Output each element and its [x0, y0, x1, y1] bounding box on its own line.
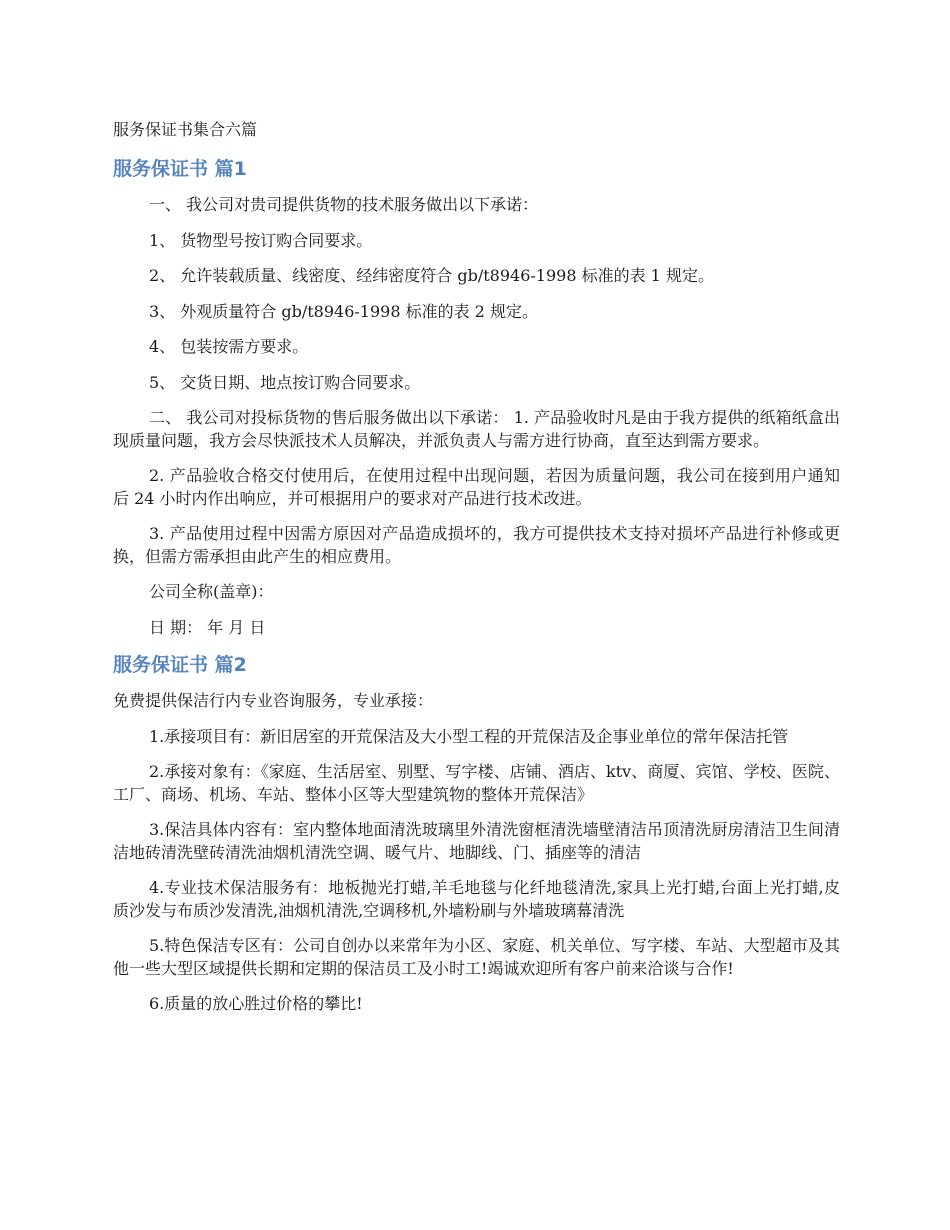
section-heading: 服务保证书 篇1 — [113, 158, 247, 180]
section-1 — [113, 156, 840, 639]
paragraph: 二、 我公司对投标货物的售后服务做出以下承诺： 1. 产品验收时凡是由于我方提供的纸箱纸盒出现质量问题，我方会尽快派技术人员解决，并派负责人与需方进行协商，直至达到需方要求。 — [113, 408, 840, 450]
list-item: 2、 允许装载质量、线密度、经纬密度符合 gb/t8946-1998 标准的表 1 规定。 — [149, 266, 714, 285]
list-item: 3.保洁具体内容有：室内整体地面清洗玻璃里外清洗窗框清洗墙壁清洁吊顶清洗厨房清洁卫生间清洁地砖清洗壁砖清洗油烟机清洗空调、暖气片、地脚线、门、插座等的清洁 — [113, 820, 840, 862]
list-item: 1、 货物型号按订购合同要求。 — [149, 230, 373, 250]
list-item: 4、 包装按需方要求。 — [149, 337, 309, 356]
list-item: 3、 外观质量符合 gb/t8946-1998 标准的表 2 规定。 — [149, 301, 538, 321]
list-item: 6.质量的放心胜过价格的攀比! — [149, 994, 363, 1013]
paragraph: 一、 我公司对贵司提供货物的技术服务做出以下承诺： — [149, 195, 539, 214]
date-line: 日 期： 年 月 日 — [149, 617, 266, 637]
list-item: 2.承接对象有：《家庭、生活居室、别墅、写字楼、店铺、酒店、ktv、商厦、宾馆、学校、医院、工厂、商场、机场、车站、整体小区等大型建筑物的整体开荒保洁》 — [113, 762, 840, 804]
section-intro: 免费提供保洁行内专业咨询服务，专业承接： — [113, 691, 434, 710]
section-2 — [113, 652, 840, 1016]
paragraph: 3. 产品使用过程中因需方原因对产品造成损坏的，我方可提供技术支持对损坏产品进行补修或更换，但需方需承担由此产生的相应费用。 — [113, 524, 840, 566]
document-page — [113, 118, 840, 1029]
list-item: 5.特色保洁专区有：公司自创办以来常年为小区、家庭、机关单位、写字楼、车站、大型超市及其他一些大型区域提供长期和定期的保洁员工及小时工!竭诚欢迎所有客户前来洽谈与合作! — [113, 936, 840, 978]
document-title: 服务保证书集合六篇 — [113, 120, 258, 139]
list-item: 4.专业技术保洁服务有：地板抛光打蜡,羊毛地毯与化纤地毯清洗,家具上光打蜡,台面上光打蜡,皮质沙发与布质沙发清洗,油烟机清洗,空调移机,外墙粉刷与外墙玻璃幕清洗 — [113, 878, 840, 920]
list-item: 5、 交货日期、地点按订购合同要求。 — [149, 372, 421, 392]
company-name-line: 公司全称(盖章)： — [149, 582, 274, 601]
list-item: 1.承接项目有：新旧居室的开荒保洁及大小型工程的开荒保洁及企事业单位的常年保洁托管 — [149, 726, 789, 746]
paragraph: 2. 产品验收合格交付使用后，在使用过程中出现问题，若因为质量问题，我公司在接到用户通知后 24 小时内作出响应，并可根据用户的要求对产品进行技术改进。 — [113, 466, 840, 508]
section-heading: 服务保证书 篇2 — [113, 654, 247, 676]
